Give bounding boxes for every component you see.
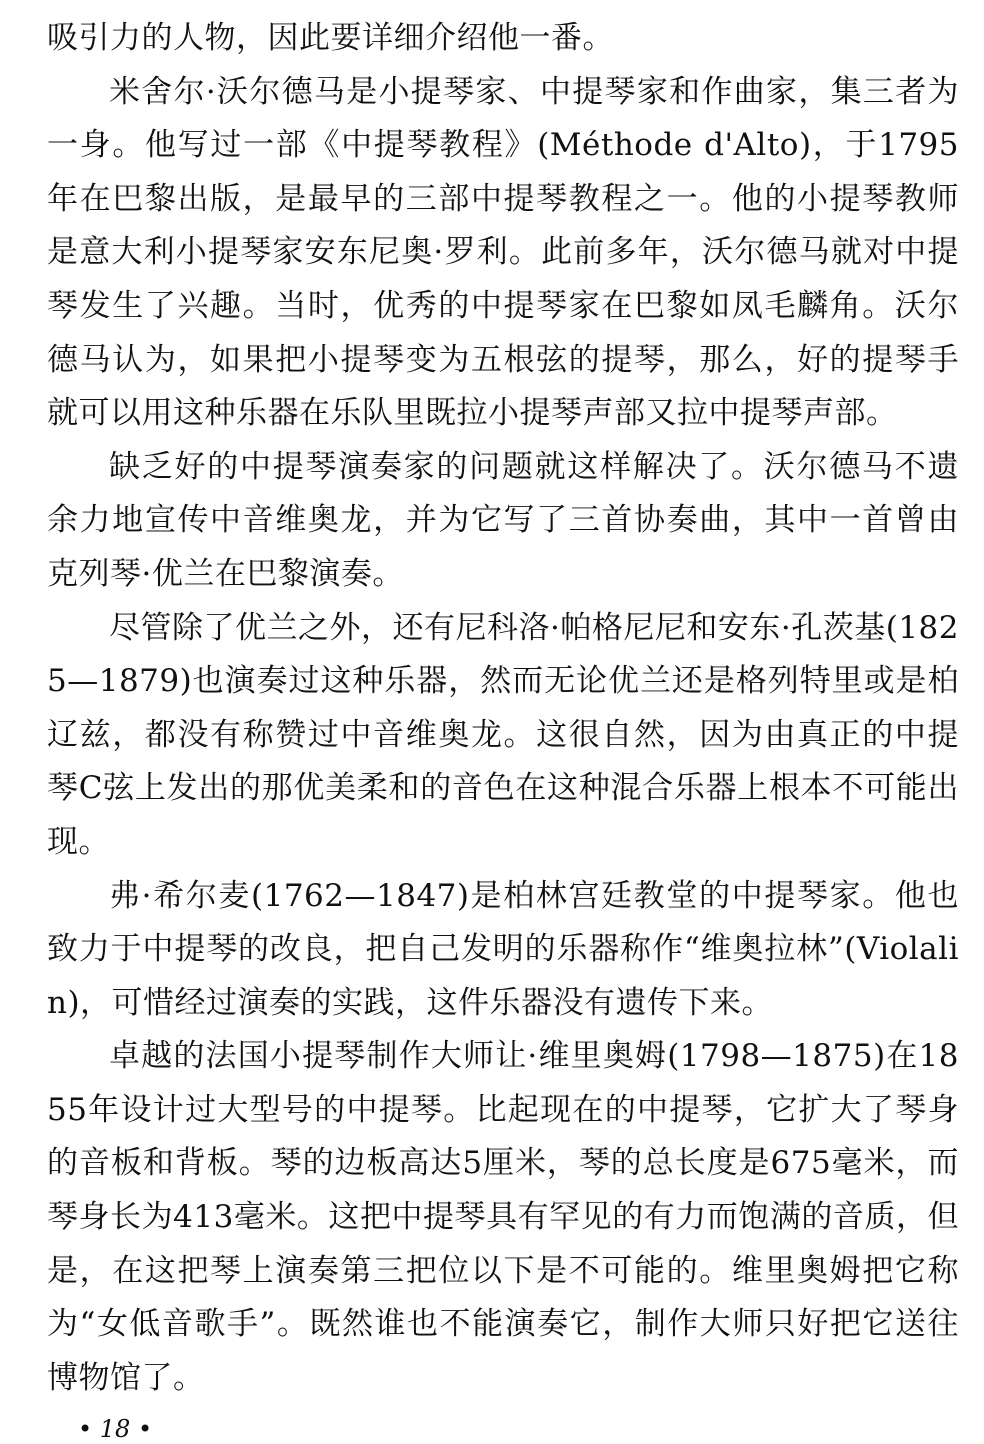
paragraph-continuation: 吸引力的人物，因此要详细介绍他一番。 [47,20,614,56]
paragraph-vuillaume: 卓越的法国小提琴制作大师让·维里奥姆(1798—1875)在1855年设计过大型号的中提琴。比起现在的中提琴，它扩大了琴身的音板和背板。琴的边板高达5厘米，琴的总长度是675毫米，而琴身长为413毫米。这把中提琴具有罕见的有力而饱满的音质，但是，在这把琴上演奏第三把位以下是不可能的。维里奥姆把它称为“女低音歌手”。既然谁也不能演奏它，制作大师只好把它送往博物馆了。 [47,1038,959,1396]
body-text [47,12,959,1405]
page-number: • 18 • [78,1415,153,1443]
paragraph-hirschmeier: 弗·希尔麦(1762—1847)是柏林宫廷教堂的中提琴家。他也致力于中提琴的改良，把自己发明的乐器称作“维奥拉林”(Violalin)，可惜经过演奏的实践，这件乐器没有遗传下来。 [47,877,959,1021]
paragraph-waldemar: 米舍尔·沃尔德马是小提琴家、中提琴家和作曲家，集三者为一身。他写过一部《中提琴教程》(Méthode d'Alto)，于1795年在巴黎出版，是最早的三部中提琴教程之一。他的小提琴教师是意大利小提琴家安东尼奥·罗利。此前多年，沃尔德马就对中提琴发生了兴趣。当时，优秀的中提琴家在巴黎如凤毛麟角。沃尔德马认为，如果把小提琴变为五根弦的提琴，那么，好的提琴手就可以用这种乐器在乐队里既拉小提琴声部又拉中提琴声部。 [47,73,959,432]
paragraph-performers: 尽管除了优兰之外，还有尼科洛·帕格尼尼和安东·孔茨基(1825—1879)也演奏过这种乐器，然而无论优兰还是格列特里或是柏辽兹，都没有称赞过中音维奥龙。这很自然，因为由真正的中提琴C弦上发出的那优美柔和的音色在这种混合乐器上根本不可能出现。 [47,609,959,860]
paragraph-viola-solution: 缺乏好的中提琴演奏家的问题就这样解决了。沃尔德马不遗余力地宣传中音维奥龙，并为它写了三首协奏曲，其中一首曾由克列琴·优兰在巴黎演奏。 [47,448,959,592]
